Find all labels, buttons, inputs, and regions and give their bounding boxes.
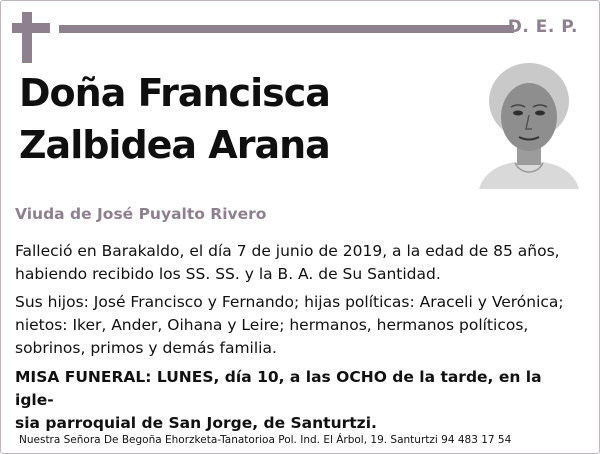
deceased-name-line2: Zalbidea Arana [19,123,330,167]
family-line: Sus hijos: José Francisco y Fernando; hijas políticas: Araceli y Verónica; [15,293,564,311]
family-paragraph [15,291,585,360]
family-line: sobrinos, primos y demás familia. [15,339,277,357]
death-notice-paragraph [15,240,585,286]
funeral-mass-line: sia parroquial de San Jorge, de Santurtzi. [15,414,377,432]
deceased-name-line1: Doña Francisca [19,71,330,115]
family-line: nietos: Iker, Ander, Oihana y Leire; hermanos, hermanos políticos, [15,316,529,334]
funeral-mass-paragraph [15,366,585,435]
header-rule [59,25,514,33]
cross-icon-vertical [22,12,32,63]
death-notice-line: Falleció en Barakaldo, el día 7 de junio de 2019, a la edad de 85 años, [15,242,560,260]
cross-icon-horizontal [12,23,50,33]
funeral-home-footer: Nuestra Señora De Begoña Ehorzketa-Tanatorioa Pol. Ind. El Árbol, 19. Santurtzi 94 483 17 54 [19,434,512,446]
widow-line: Viuda de José Puyalto Rivero [15,205,267,223]
portrait-photo [475,63,583,189]
deceased-name [19,67,439,171]
funeral-mass-line: MISA FUNERAL: LUNES, día 10, a las OCHO de la tarde, en la igle- [15,368,542,409]
death-notice-line: habiendo recibido los SS. SS. y la B. A. de Su Santidad. [15,265,441,283]
dep-label: D. E. P. [507,17,578,37]
